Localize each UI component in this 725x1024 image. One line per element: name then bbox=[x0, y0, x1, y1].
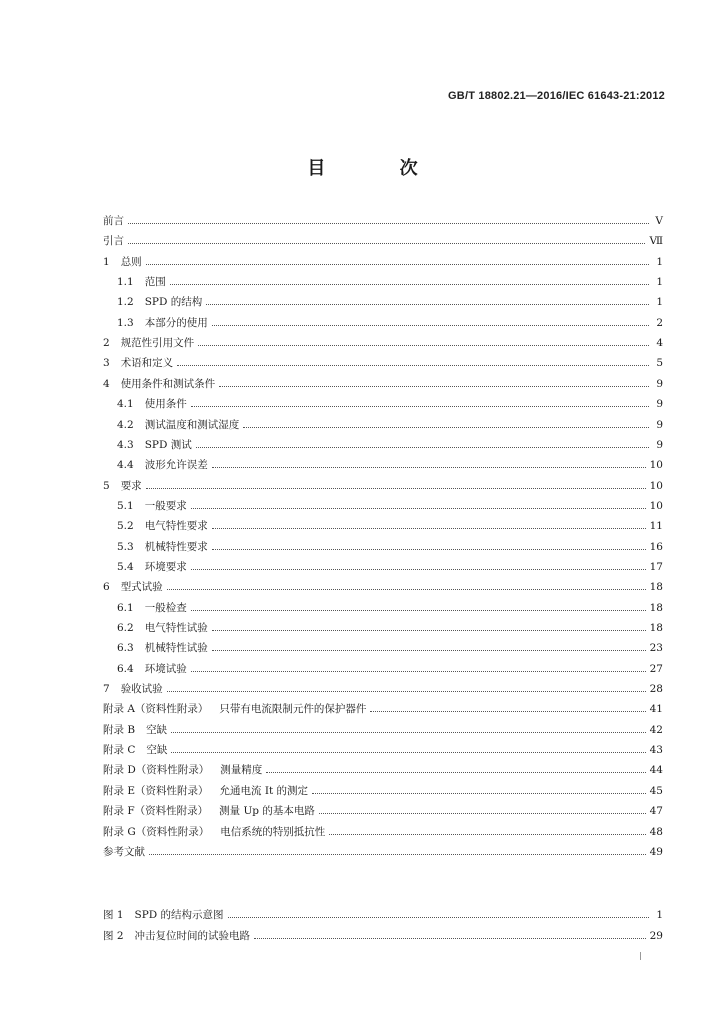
toc-entry-label bbox=[103, 682, 163, 696]
toc-entry-text: 测试温度和测试湿度 bbox=[144, 418, 240, 431]
toc-entry-number: 3 bbox=[103, 357, 110, 370]
toc-entry[interactable] bbox=[117, 637, 663, 655]
dot-leader bbox=[171, 732, 646, 733]
toc-entry-number: 图 1 bbox=[103, 909, 124, 921]
toc-entry-number: 6.2 bbox=[117, 622, 134, 634]
toc-entry-page: V bbox=[655, 215, 663, 227]
toc-entry-label bbox=[103, 723, 167, 737]
toc-entry-text: 测量 Up 的基本电路 bbox=[219, 805, 315, 818]
toc-entry[interactable] bbox=[117, 495, 663, 513]
toc-entry-text: 引言 bbox=[103, 235, 124, 248]
dot-leader bbox=[191, 406, 649, 407]
toc-entry[interactable] bbox=[103, 739, 663, 757]
toc-entry-number: 4.3 bbox=[117, 438, 134, 451]
toc-entry[interactable] bbox=[103, 759, 663, 777]
toc-entry[interactable] bbox=[117, 597, 663, 615]
toc-entry[interactable] bbox=[103, 841, 663, 859]
toc-entry[interactable] bbox=[103, 230, 663, 248]
toc-entry-label bbox=[117, 295, 202, 309]
toc-entry-text: 本部分的使用 bbox=[144, 316, 208, 329]
toc-entry[interactable] bbox=[117, 393, 663, 411]
toc-entry-label bbox=[103, 763, 262, 777]
toc-entry-text: 机械特性试验 bbox=[144, 642, 208, 655]
toc-entry-page: 44 bbox=[649, 764, 663, 777]
toc-entry-number: 1.3 bbox=[117, 316, 134, 329]
toc-entry[interactable] bbox=[117, 536, 663, 554]
toc-entry[interactable] bbox=[103, 678, 663, 696]
dot-leader bbox=[177, 365, 649, 366]
toc-entry[interactable] bbox=[103, 576, 663, 594]
toc-entry-page: 9 bbox=[656, 418, 663, 431]
toc-entry-text: 范围 bbox=[144, 276, 166, 289]
toc-entry-page: 49 bbox=[649, 845, 663, 858]
toc-entry-label bbox=[103, 908, 224, 922]
toc-entry-number: 4.1 bbox=[117, 398, 134, 411]
toc-entry[interactable] bbox=[103, 352, 663, 370]
toc-entry-page: 48 bbox=[649, 825, 663, 838]
toc-entry[interactable] bbox=[103, 475, 663, 493]
toc-entry-text: 参考文献 bbox=[103, 845, 145, 858]
dot-leader bbox=[146, 264, 649, 265]
toc-entry-label bbox=[103, 804, 315, 818]
toc-entry-page: 11 bbox=[649, 520, 663, 533]
toc-entry-page: 16 bbox=[649, 540, 663, 553]
toc-entry-text: 测量精度 bbox=[220, 764, 263, 777]
toc-entry-label bbox=[117, 519, 208, 533]
dot-leader bbox=[212, 528, 646, 529]
dot-leader bbox=[191, 671, 646, 672]
toc-entry-page: 23 bbox=[649, 642, 663, 655]
toc-entry-page: 42 bbox=[649, 723, 663, 736]
toc-entry-page: 45 bbox=[649, 784, 663, 797]
toc-entry-number: 1.2 bbox=[117, 296, 134, 309]
toc-entry-label bbox=[103, 702, 366, 716]
toc-entry-page: 1 bbox=[656, 296, 663, 309]
page-mark bbox=[640, 952, 641, 960]
toc-entry-text: SPD 的结构 bbox=[144, 296, 203, 309]
dot-leader bbox=[228, 917, 649, 918]
toc-entry-text: 机械特性要求 bbox=[144, 540, 208, 553]
toc-entry-page: 4 bbox=[656, 337, 663, 350]
toc-entry[interactable] bbox=[103, 821, 663, 839]
toc-entry-page: 29 bbox=[649, 930, 663, 942]
toc-entry-text: 验收试验 bbox=[120, 683, 163, 696]
toc-entry[interactable] bbox=[103, 210, 663, 228]
toc-entry-number: 2 bbox=[103, 337, 110, 350]
toc-entry-text: SPD 测试 bbox=[144, 438, 192, 451]
toc-entry-text: 空缺 bbox=[146, 744, 168, 757]
toc-entry[interactable] bbox=[117, 271, 663, 289]
toc-entry-label bbox=[117, 397, 187, 411]
toc-entry-page: 28 bbox=[649, 683, 663, 696]
toc-entry-page: 1 bbox=[656, 276, 663, 289]
toc-entry-text: 一般要求 bbox=[144, 499, 187, 512]
toc-entry-text: 空缺 bbox=[146, 723, 168, 736]
toc-entry-label bbox=[103, 845, 145, 859]
toc-entry-label bbox=[117, 662, 187, 676]
toc-entry[interactable] bbox=[103, 251, 663, 269]
toc-entry[interactable] bbox=[117, 515, 663, 533]
toc-entry-label bbox=[103, 255, 142, 269]
dot-leader bbox=[170, 284, 649, 285]
toc-entry-text: 环境要求 bbox=[144, 560, 187, 573]
toc-entry[interactable] bbox=[103, 780, 663, 798]
toc-entry[interactable] bbox=[103, 800, 663, 818]
dot-leader bbox=[167, 589, 646, 590]
page-title: 目 次 bbox=[307, 158, 452, 179]
dot-leader bbox=[212, 325, 649, 326]
toc-entry-page: 47 bbox=[649, 805, 663, 818]
toc-entry-page: 18 bbox=[649, 622, 663, 634]
toc-entry-text: 电信系统的特别抵抗性 bbox=[220, 825, 326, 838]
dot-leader bbox=[212, 549, 646, 550]
toc-entry-label bbox=[117, 560, 187, 574]
toc-entry-number: 5.3 bbox=[117, 540, 134, 553]
toc-entry-number: 附录 F（资料性附录） bbox=[103, 805, 209, 818]
dot-leader bbox=[128, 223, 649, 224]
toc-entry[interactable] bbox=[117, 617, 663, 635]
toc-entry-text: 使用条件 bbox=[144, 398, 187, 411]
toc-entry-label bbox=[117, 621, 208, 635]
toc-entry-text: 术语和定义 bbox=[120, 357, 174, 370]
toc-entry-number: 附录 D（资料性附录） bbox=[103, 764, 210, 777]
dot-leader bbox=[191, 508, 646, 509]
toc-entry-text: 电气特性要求 bbox=[144, 520, 208, 533]
toc-entry[interactable] bbox=[117, 658, 663, 676]
toc-entry-label bbox=[117, 458, 208, 472]
toc-entry[interactable] bbox=[103, 925, 663, 943]
dot-leader bbox=[149, 854, 646, 855]
toc-entry-page: 10 bbox=[649, 499, 663, 512]
toc-entry-page: 9 bbox=[656, 438, 663, 451]
toc-entry-label bbox=[103, 929, 250, 943]
toc-entry-number: 附录 E（资料性附录） bbox=[103, 784, 209, 797]
toc-entry-page: 9 bbox=[656, 398, 663, 411]
toc-entry-label bbox=[103, 784, 308, 798]
dot-leader bbox=[370, 711, 645, 712]
dot-leader bbox=[266, 772, 645, 773]
toc-entry-number: 5.4 bbox=[117, 560, 134, 573]
toc-entry-page: 1 bbox=[656, 255, 663, 268]
toc-entry-number: 图 2 bbox=[103, 930, 124, 942]
toc-entry-text: 一般检查 bbox=[144, 601, 187, 614]
toc-entry-number: 5.2 bbox=[117, 520, 134, 533]
toc-entry-page: 9 bbox=[656, 377, 663, 390]
standard-code: GB/T 18802.21—2016/IEC 61643-21:2012 bbox=[448, 90, 665, 102]
dot-leader bbox=[206, 304, 649, 305]
toc-entry-text: 环境试验 bbox=[144, 662, 187, 675]
toc-entry-label bbox=[103, 580, 163, 594]
toc-entry-page: Ⅶ bbox=[649, 235, 663, 248]
toc-entry[interactable] bbox=[103, 698, 663, 716]
toc-entry-number: 5 bbox=[103, 479, 110, 492]
toc-entry-number: 7 bbox=[103, 683, 110, 696]
toc-entry-label bbox=[117, 641, 208, 655]
toc-entry-text: 总则 bbox=[120, 255, 142, 268]
dot-leader bbox=[212, 467, 646, 468]
toc-entry[interactable] bbox=[103, 373, 663, 391]
toc-entry-number: 附录 C bbox=[103, 744, 136, 757]
toc-entry-label bbox=[103, 356, 173, 370]
toc-entry[interactable] bbox=[117, 312, 663, 330]
toc-entry-number: 1 bbox=[103, 255, 110, 268]
toc-entry-page: 18 bbox=[649, 601, 663, 614]
dot-leader bbox=[196, 447, 649, 448]
toc-entry-text: 冲击复位时间的试验电路 bbox=[134, 930, 251, 942]
toc-entry[interactable] bbox=[117, 556, 663, 574]
toc-entry-label bbox=[103, 825, 325, 839]
toc-entry-number: 附录 A（资料性附录） bbox=[103, 703, 209, 716]
toc-entry-text: SPD 的结构示意图 bbox=[134, 909, 224, 921]
toc-entry-page: 2 bbox=[656, 316, 663, 329]
toc-entry-page: 27 bbox=[649, 662, 663, 675]
toc-entry-label bbox=[117, 601, 187, 615]
toc-entry[interactable] bbox=[117, 414, 663, 432]
toc-entry-number: 4.4 bbox=[117, 459, 134, 472]
toc-entry-page: 43 bbox=[649, 744, 663, 757]
dot-leader bbox=[319, 813, 646, 814]
toc-entry-text: 波形允许误差 bbox=[144, 459, 208, 472]
toc-entry-page: 17 bbox=[649, 560, 663, 573]
toc-entry-label bbox=[117, 540, 208, 554]
toc-entry-label bbox=[117, 418, 239, 432]
toc-entry-label bbox=[117, 275, 166, 289]
toc-entry-text: 要求 bbox=[120, 479, 142, 492]
toc-entry-label bbox=[103, 377, 215, 391]
toc-entry-text: 只带有电流限制元件的保护器件 bbox=[219, 703, 367, 716]
dot-leader bbox=[243, 427, 649, 428]
toc-entry-number: 1.1 bbox=[117, 276, 134, 289]
dot-leader bbox=[329, 834, 645, 835]
dot-leader bbox=[198, 345, 649, 346]
toc-entry-label bbox=[117, 316, 208, 330]
toc-entry-page: 10 bbox=[649, 459, 663, 472]
toc-entry[interactable] bbox=[103, 904, 663, 922]
toc-entry[interactable] bbox=[117, 454, 663, 472]
toc-entry-label bbox=[103, 214, 124, 228]
dot-leader bbox=[191, 610, 646, 611]
toc-entry-number: 4.2 bbox=[117, 418, 134, 431]
dot-leader bbox=[128, 243, 645, 244]
dot-leader bbox=[312, 793, 646, 794]
toc-entry-page: 1 bbox=[656, 909, 663, 921]
toc-entry[interactable] bbox=[103, 332, 663, 350]
dot-leader bbox=[171, 752, 645, 753]
toc-entry-page: 5 bbox=[656, 357, 663, 370]
toc-entry-text: 使用条件和测试条件 bbox=[120, 377, 216, 390]
toc-entry[interactable] bbox=[103, 719, 663, 737]
toc-entry-label bbox=[117, 499, 187, 513]
toc-entry-number: 4 bbox=[103, 377, 110, 390]
dot-leader bbox=[167, 691, 646, 692]
toc-entry-label bbox=[117, 438, 192, 452]
toc-entry-label bbox=[103, 234, 124, 248]
toc-entry-text: 电气特性试验 bbox=[144, 622, 208, 634]
toc-entry-number: 6.3 bbox=[117, 642, 134, 655]
toc-entry-text: 规范性引用文件 bbox=[120, 337, 195, 350]
toc-entry-number: 6.4 bbox=[117, 662, 134, 675]
toc-entry-number: 附录 G（资料性附录） bbox=[103, 825, 210, 838]
toc-entry-text: 允通电流 It 的测定 bbox=[219, 784, 309, 797]
toc-entry-label bbox=[103, 479, 142, 493]
dot-leader bbox=[212, 650, 646, 651]
toc-entry-page: 10 bbox=[649, 479, 663, 492]
toc-entry-page: 18 bbox=[649, 581, 663, 594]
toc-entry[interactable] bbox=[117, 434, 663, 452]
dot-leader bbox=[254, 938, 646, 939]
dot-leader bbox=[219, 386, 649, 387]
toc-entry-text: 前言 bbox=[103, 215, 124, 227]
toc-entry-label bbox=[103, 336, 194, 350]
toc-entry[interactable] bbox=[117, 291, 663, 309]
toc-entry-number: 5.1 bbox=[117, 499, 134, 512]
toc-entry-number: 6 bbox=[103, 581, 110, 594]
dot-leader bbox=[146, 488, 646, 489]
toc-entry-text: 型式试验 bbox=[120, 581, 163, 594]
toc-entry-label bbox=[103, 743, 167, 757]
dot-leader bbox=[191, 569, 646, 570]
dot-leader bbox=[212, 630, 646, 631]
toc-entry-page: 41 bbox=[649, 703, 663, 716]
toc-entry-number: 附录 B bbox=[103, 723, 136, 736]
toc-entry-number: 6.1 bbox=[117, 601, 134, 614]
